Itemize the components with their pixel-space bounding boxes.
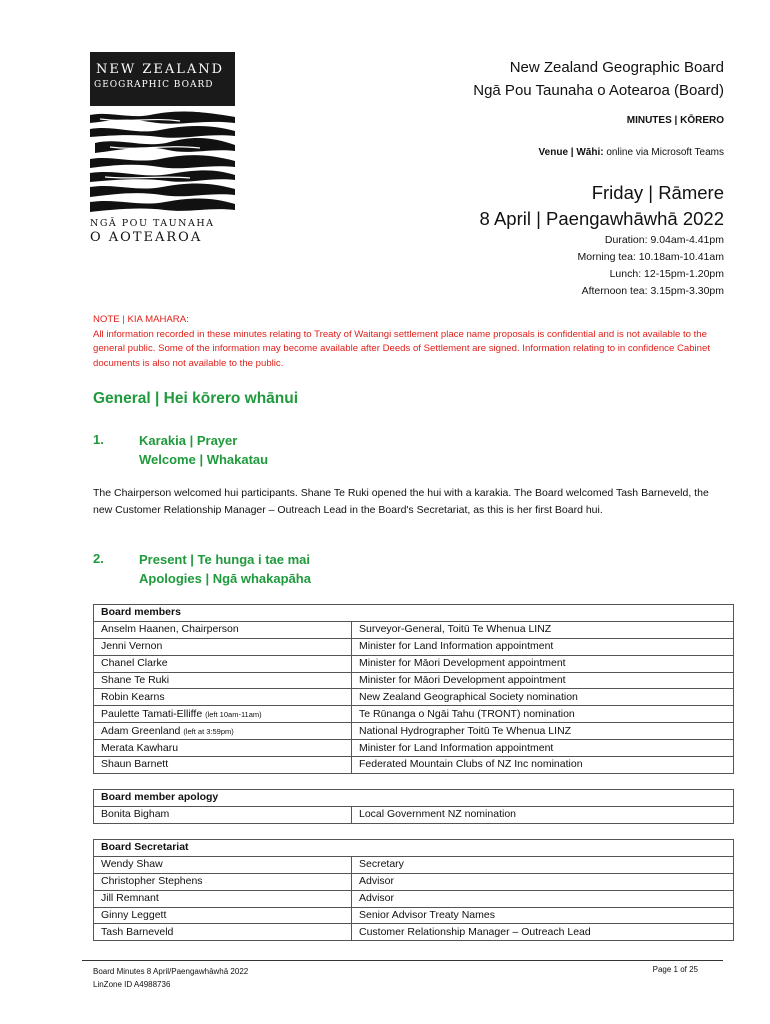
- member-role: Te Rūnanga o Ngāi Tahu (TRONT) nomination: [352, 706, 734, 723]
- staff-role: Advisor: [352, 873, 734, 890]
- member-role: Minister for Māori Development appointment: [352, 672, 734, 689]
- item-2-title-line-1: Present | Te hunga i tae mai: [139, 552, 310, 567]
- apology-name: Bonita Bigham: [94, 806, 352, 823]
- table-row: [94, 706, 734, 723]
- member-name: Shane Te Ruki: [94, 672, 352, 689]
- table-row: [94, 689, 734, 706]
- table-row: [94, 655, 734, 672]
- member-role: National Hydrographer Toitū Te Whenua LINZ: [352, 723, 734, 740]
- staff-name: Tash Barneveld: [94, 924, 352, 941]
- morning-tea: Morning tea: 10.18am-10.41am: [577, 251, 724, 263]
- table-row: [94, 873, 734, 890]
- member-role: Minister for Māori Development appointment: [352, 655, 734, 672]
- member-name: Robin Kearns: [94, 689, 352, 706]
- member-role: Minister for Land Information appointment: [352, 638, 734, 655]
- table-row: [94, 757, 734, 774]
- item-2-number: 2.: [93, 551, 104, 566]
- apology-table: [93, 789, 734, 824]
- afternoon-tea: Afternoon tea: 3.15pm-3.30pm: [581, 285, 724, 297]
- staff-name: Ginny Leggett: [94, 907, 352, 924]
- meeting-day: Friday | Rāmere: [591, 182, 724, 203]
- member-name: Adam Greenland (left at 3:59pm): [94, 723, 352, 740]
- board-name-english: New Zealand Geographic Board: [509, 59, 724, 76]
- logo-line-3: NGĀ POU TAUNAHA: [90, 218, 215, 229]
- table-row: [94, 740, 734, 757]
- venue-line: [539, 147, 724, 158]
- staff-name: Christopher Stephens: [94, 873, 352, 890]
- staff-role: Advisor: [352, 890, 734, 907]
- staff-name: Wendy Shaw: [94, 856, 352, 873]
- table-row: [94, 806, 734, 823]
- section-heading-general: General | Hei kōrero whānui: [93, 390, 299, 407]
- member-role: Minister for Land Information appointment: [352, 740, 734, 757]
- note-body: All information recorded in these minutes relating to Treaty of Waitangi settlement place name proposals is confidential and is not available to the general public. Some of the information may become available after Deeds of Settlement are signed. Information relating to in confidence Cabinet documents is also not available to the public.: [93, 328, 711, 369]
- member-note: (left at 3:59pm): [183, 726, 234, 736]
- member-note: (left 10am-11am): [205, 709, 262, 719]
- table-row: [94, 856, 734, 873]
- board-name-block: [473, 56, 724, 102]
- apology-role: Local Government NZ nomination: [352, 806, 734, 823]
- table-row: [94, 890, 734, 907]
- staff-name: Jill Remnant: [94, 890, 352, 907]
- minutes-label: MINUTES | KŌRERO: [626, 115, 724, 126]
- item-2-title-line-2: Apologies | Ngā whakapāha: [139, 571, 311, 586]
- item-1-number: 1.: [93, 432, 104, 447]
- venue-value: online via Microsoft Teams: [603, 147, 724, 158]
- confidentiality-note: [93, 313, 723, 371]
- member-name: Jenni Vernon: [94, 638, 352, 655]
- staff-role: Customer Relationship Manager – Outreach Lead: [352, 924, 734, 941]
- meeting-date-block: [480, 180, 724, 232]
- logo-wave-graphic: [90, 109, 235, 214]
- duration: Duration: 9.04am-4.41pm: [604, 234, 724, 246]
- member-name: Shaun Barnett: [94, 757, 352, 774]
- secretariat-table: [93, 839, 734, 941]
- member-role: New Zealand Geographical Society nomination: [352, 689, 734, 706]
- table-row: [94, 672, 734, 689]
- table-row: [94, 621, 734, 638]
- board-logo: [90, 52, 235, 244]
- table-row: [94, 907, 734, 924]
- item-1-paragraph: The Chairperson welcomed hui participants. Shane Te Ruki opened the hui with a karakia. The Board welcomed Tash Barneveld, the new Customer Relationship Manager – Outreach Lead in the Board's Secretariat, as this is her first Board hui.: [93, 487, 709, 516]
- table-row: [94, 723, 734, 740]
- board-members-table: [93, 604, 734, 774]
- footer-divider: [82, 960, 723, 961]
- meeting-times: [577, 232, 724, 300]
- member-name: Merata Kawharu: [94, 740, 352, 757]
- item-1-title-line-2: Welcome | Whakatau: [139, 452, 269, 467]
- table-row: [94, 924, 734, 941]
- footer-left: [93, 965, 248, 991]
- board-name-maori: Ngā Pou Taunaha o Aotearoa (Board): [473, 82, 724, 99]
- staff-role: Senior Advisor Treaty Names: [352, 907, 734, 924]
- member-role: Surveyor-General, Toitū Te Whenua LINZ: [352, 621, 734, 638]
- item-1-title: [139, 431, 268, 469]
- lunch: Lunch: 12-15pm-1.20pm: [609, 268, 724, 280]
- footer-doc-id: LinZone ID A4988736: [93, 980, 171, 989]
- item-1-title-line-1: Karakia | Prayer: [139, 433, 238, 448]
- member-name: Anselm Haanen, Chairperson: [94, 621, 352, 638]
- member-name: Chanel Clarke: [94, 655, 352, 672]
- logo-line-2: GEOGRAPHIC BOARD: [94, 80, 214, 90]
- member-name: Paulette Tamati-Elliffe (left 10am-11am): [94, 706, 352, 723]
- table-header: Board member apology: [94, 790, 734, 807]
- page-number: Page 1 of 25: [652, 965, 698, 974]
- venue-label: Venue | Wāhi:: [538, 147, 604, 158]
- logo-line-4: O AOTEAROA: [90, 230, 203, 245]
- logo-line-1: NEW ZEALAND: [96, 62, 225, 77]
- logo-title-box: [90, 52, 235, 106]
- item-2-title: [139, 550, 311, 588]
- note-title: NOTE | KIA MAHARA:: [93, 314, 189, 325]
- table-header: Board Secretariat: [94, 840, 734, 857]
- table-header: Board members: [94, 605, 734, 622]
- table-row: [94, 638, 734, 655]
- member-role: Federated Mountain Clubs of NZ Inc nomination: [352, 757, 734, 774]
- meeting-date: 8 April | Paengawhāwhā 2022: [479, 208, 724, 229]
- footer-doc-title: Board Minutes 8 April/Paengawhāwhā 2022: [93, 967, 249, 976]
- staff-role: Secretary: [352, 856, 734, 873]
